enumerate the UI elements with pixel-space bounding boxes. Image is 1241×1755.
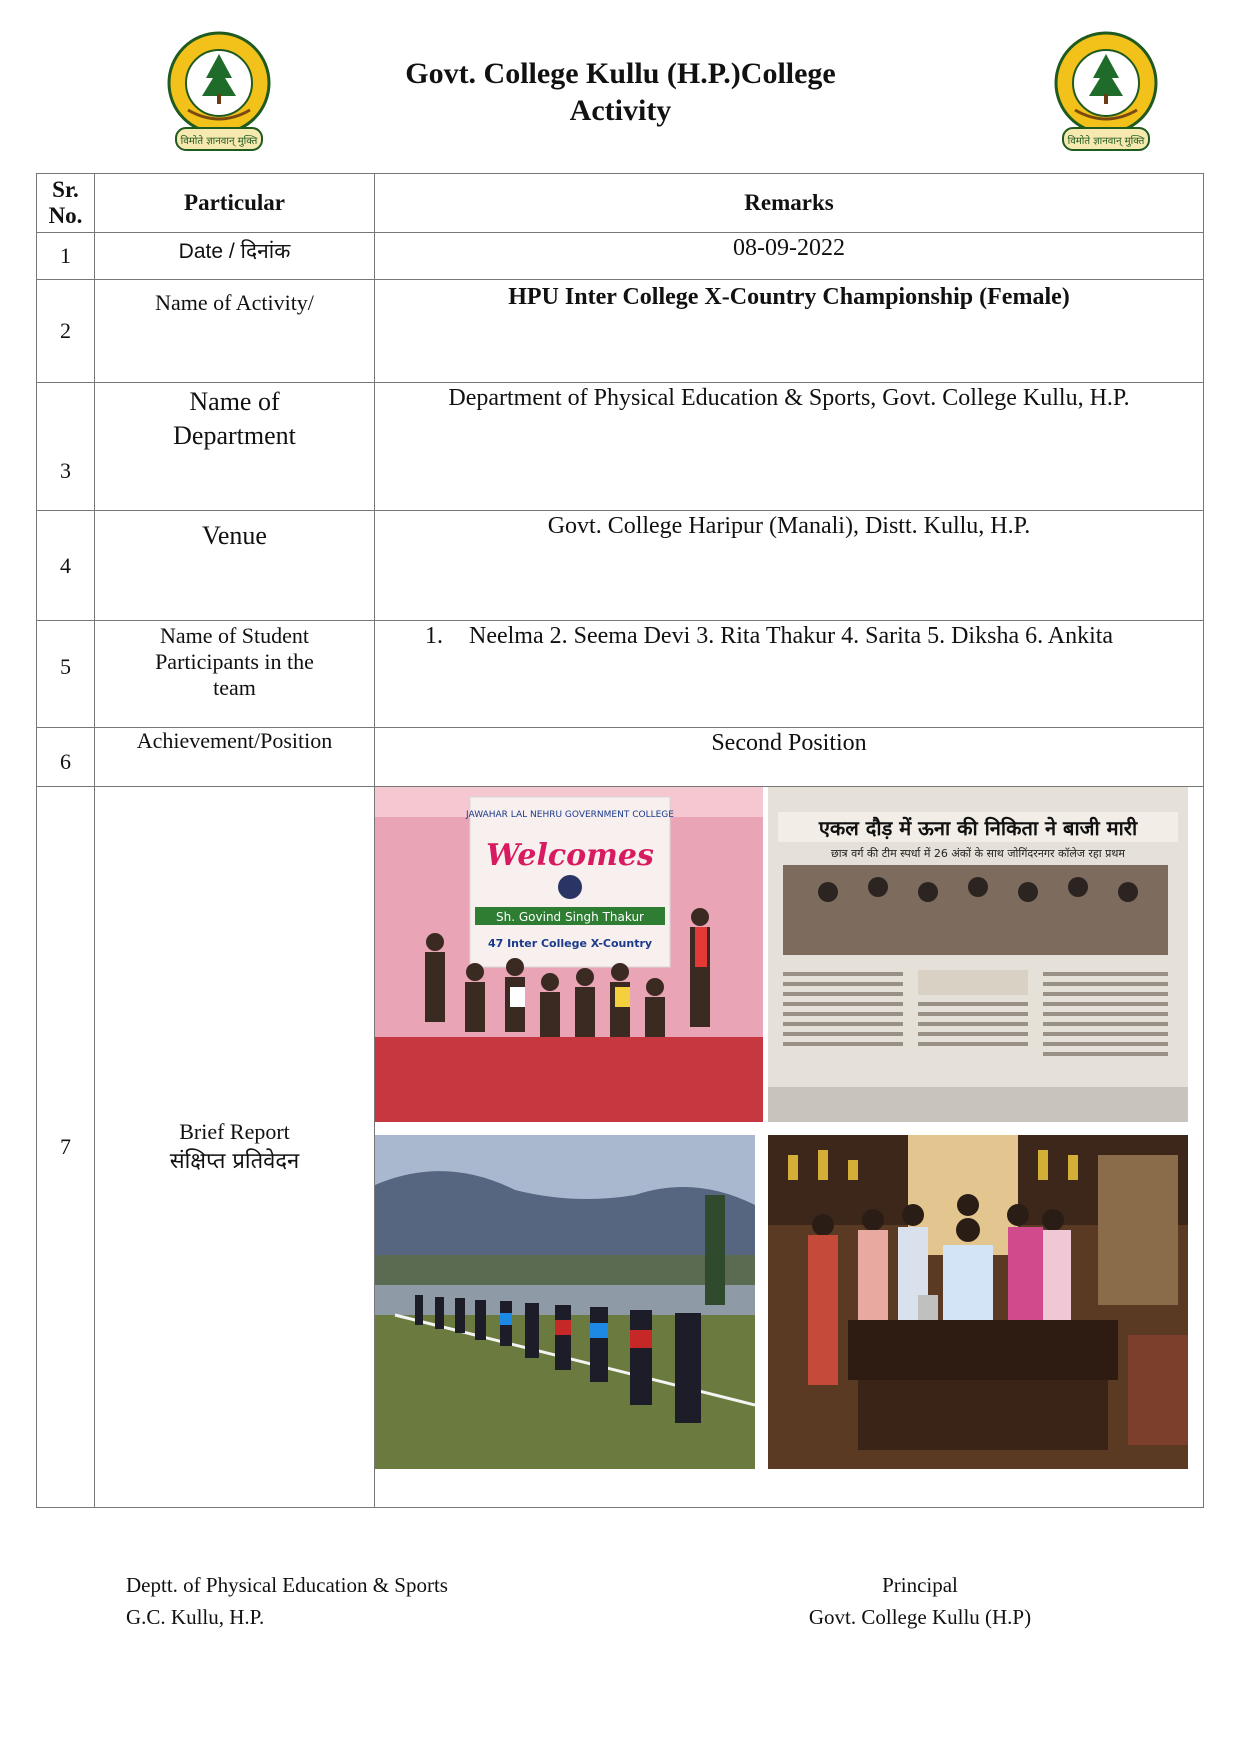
svg-text:विमोते ज्ञानवान् मुक्ति: विमोते ज्ञानवान् मुक्ति [1067,136,1145,147]
photo-newspaper-clipping [768,787,1188,1122]
participants-list: Neelma 2. Seema Devi 3. Rita Thakur 4. Sarita 5. Diksha 6. Ankita [469,623,1114,649]
svg-text:एकल दौड़ में ऊना की निकिता ने: एकल दौड़ में ऊना की निकिता ने बाजी मारी [818,816,1138,840]
page-title [300,55,941,129]
row-sr: 3 [37,383,95,511]
table-row [37,280,1204,383]
svg-text:47 Inter College X-Country: 47 Inter College X-Country [487,937,653,950]
footer-college: G.C. Kullu, H.P. [126,1605,265,1629]
row-sr: 7 [37,787,95,1508]
table-row [37,383,1204,511]
svg-text:JAWAHAR LAL NEHRU GOVERNMENT C: JAWAHAR LAL NEHRU GOVERNMENT COLLEGE [466,810,674,820]
row-particular: Name of Student Participants in the team [95,621,375,728]
header-sr-no: Sr. No. [37,174,95,233]
row-sr: 1 [37,233,95,280]
footer-principal: Principal [882,1573,958,1597]
table-header-row [37,174,1204,233]
row-remarks: Department of Physical Education & Sports, Govt. College Kullu, H.P. [375,383,1204,511]
table-row [37,511,1204,621]
table-row [37,233,1204,280]
row-remarks [375,621,1204,728]
row-particular: Achievement/Position [95,728,375,787]
svg-text:छात्र वर्ग की टीम स्पर्धा में: छात्र वर्ग की टीम स्पर्धा में 26 अंकों के साथ जोगिंदरनगर कॉलेज रहा प्रथम [830,847,1126,860]
college-logo-right [1053,28,1159,158]
photo-principal-office [768,1135,1188,1469]
table-row [37,728,1204,787]
row-remarks: Second Position [375,728,1204,787]
row-sr: 2 [37,280,95,383]
photo-runners-start-line [375,1135,755,1469]
photo-group-welcome-banner [375,787,763,1122]
brief-report-label: Brief Report [179,1119,290,1144]
row-particular: Date / दिनांक [95,233,375,280]
report-photos [375,787,1204,1508]
row-particular: Name of Department [95,383,375,511]
footer-left [126,1569,448,1633]
footer-department: Deptt. of Physical Education & Sports [126,1573,448,1597]
footer-principal-college: Govt. College Kullu (H.P) [808,1605,1032,1629]
row-remarks: HPU Inter College X-Country Championship (Female) [375,280,1204,383]
row-remarks: Govt. College Haripur (Manali), Distt. Kullu, H.P. [375,511,1204,621]
row-remarks: 08-09-2022 [375,233,1204,280]
svg-text:Welcomes: Welcomes [486,838,654,873]
svg-text:Sh. Govind Singh Thakur: Sh. Govind Singh Thakur [496,910,644,924]
table-row [37,787,1204,1508]
emblem-icon [166,28,272,158]
row-particular: Name of Activity/ [95,280,375,383]
row-sr: 5 [37,621,95,728]
table-row [37,621,1204,728]
college-logo-left [166,28,272,158]
title-line-2: Activity [569,94,672,127]
row-sr: 6 [37,728,95,787]
row-sr: 4 [37,511,95,621]
header-particular: Particular [95,174,375,233]
title-line-1: Govt. College Kullu (H.P.)College [405,57,836,90]
brief-report-label-hindi: संक्षिप्त प्रतिवेदन [169,1149,300,1174]
row-particular [95,787,375,1508]
participants-list-number: 1. [425,623,443,649]
row-particular: Venue [95,511,375,621]
emblem-icon [1053,28,1159,158]
footer-right [770,1569,1070,1633]
header-remarks: Remarks [375,174,1204,233]
svg-text:विमोते ज्ञानवान् मुक्ति: विमोते ज्ञानवान् मुक्ति [180,136,258,147]
activity-table [36,173,1204,1508]
